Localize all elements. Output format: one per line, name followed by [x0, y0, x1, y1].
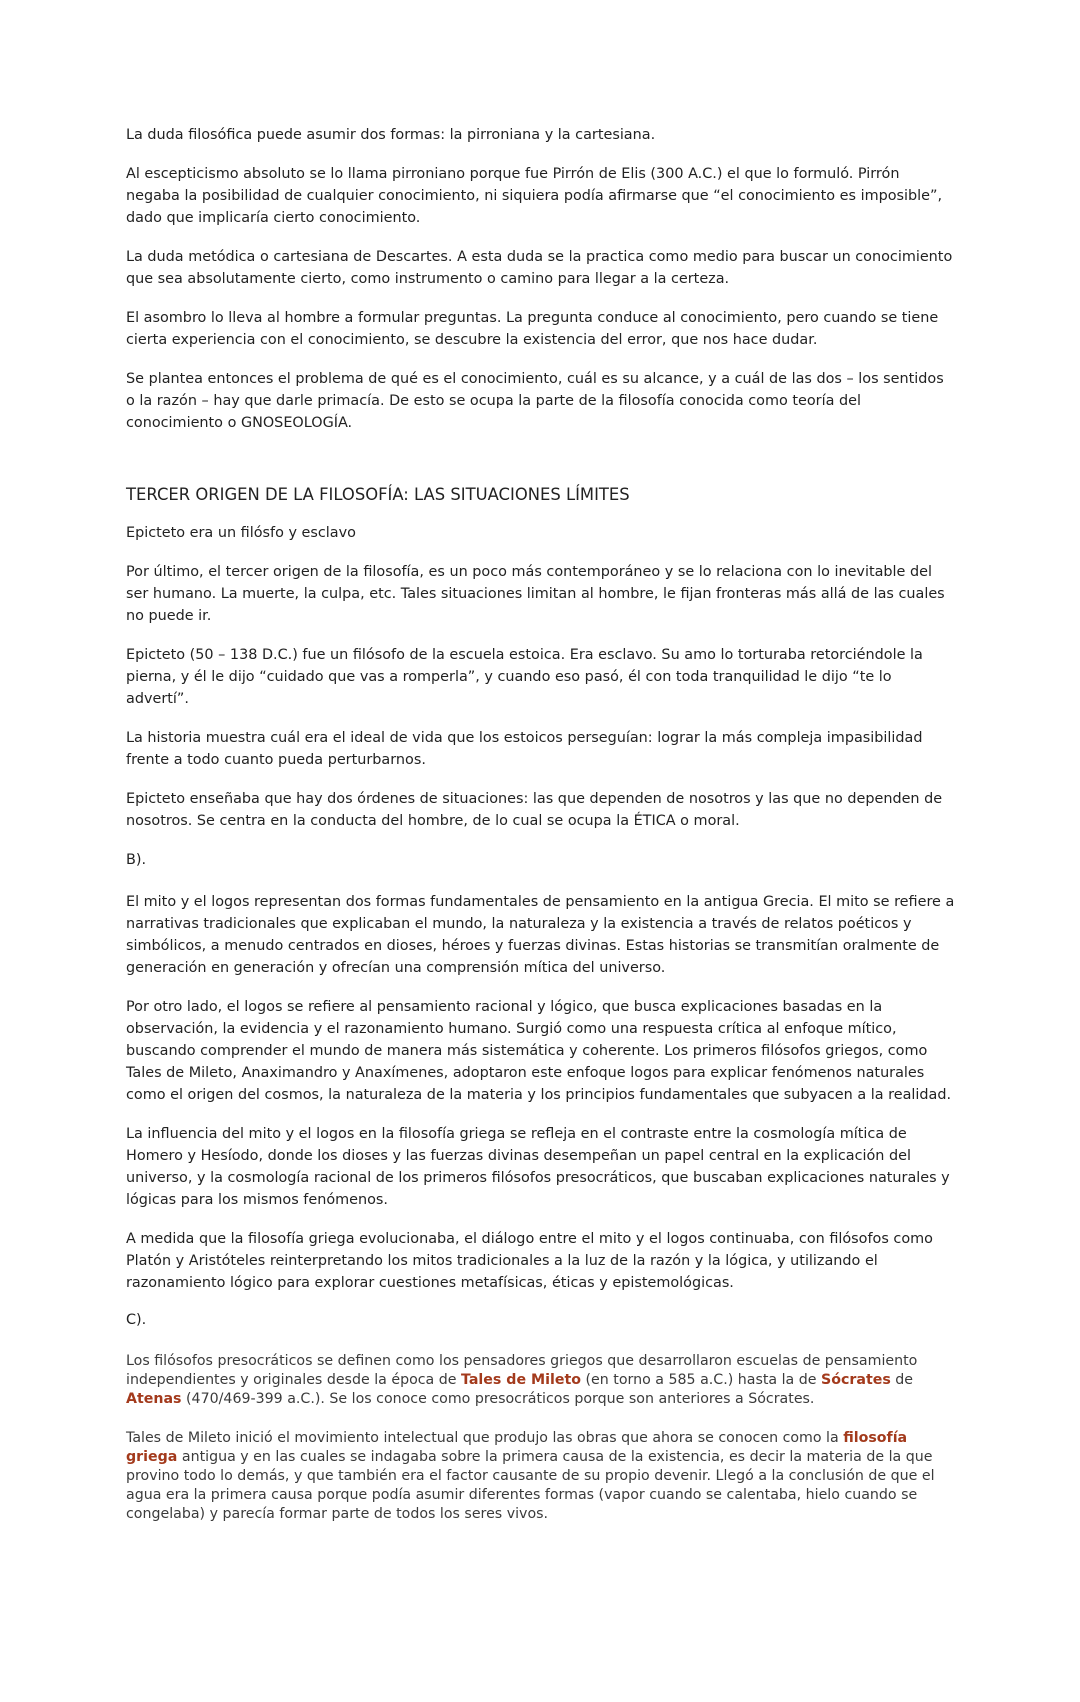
paragraph: Epicteto enseñaba que hay dos órdenes de situaciones: las que dependen de nosotros y las que no dependen de nosotros. Se centra en la conducta del hombre, de lo cual se ocupa la ÉTICA o moral.: [126, 791, 943, 829]
section-tercer-origen: [126, 484, 956, 832]
paragraph: Se plantea entonces el problema de qué es el conocimiento, cuál es su alcance, y a cuál de las dos – los sentidos o la razón – hay que darle primacía. De esto se ocupa la parte de la filosofía conocida como teoría del conocimiento o GNOSEOLOGÍA.: [126, 371, 944, 431]
paragraph: El mito y el logos representan dos formas fundamentales de pensamiento en la antigua Grecia. El mito se refiere a narrativas tradicionales que explicaban el mundo, la naturaleza y la existencia a través de relatos poéticos y simbólicos, a menudo centrados en dioses, héroes y fuerzas divinas. Estas historias se transmitían oralmente de generación en generación y ofrecían una comprensión mítica del universo.: [126, 894, 955, 976]
paragraph: La duda filosófica puede asumir dos formas: la pirroniana y la cartesiana.: [126, 127, 656, 143]
link-socrates[interactable]: Sócrates: [821, 1372, 891, 1388]
paragraph: Al escepticismo absoluto se lo llama pirroniano porque fue Pirrón de Elis (300 A.C.) el que lo formuló. Pirrón negaba la posibilidad de cualquier conocimiento, ni siquiera podía afirmarse que “el conocimiento es imposible”, dado que implicaría cierto conocimiento.: [126, 166, 943, 226]
paragraph: Epicteto (50 – 138 D.C.) fue un filósofo de la escuela estoica. Era esclavo. Su amo lo torturaba retorciéndole la pierna, y él le dijo “cuidado que vas a romperla”, y cuando eso pasó, él con toda tranquilidad le dijo “te lo advertí”.: [126, 647, 923, 707]
paragraph: Por otro lado, el logos se refiere al pensamiento racional y lógico, que busca explicaciones basadas en la observación, la evidencia y el razonamiento humano. Surgió como una respuesta crítica al enfoque mítico, buscando comprender el mundo de manera más sistemática y coherente. Los primeros filósofos griegos, como Tales de Mileto, Anaximandro y Anaxímenes, adoptaron este enfoque logos para explicar fenómenos naturales como el origen del cosmos, la naturaleza de la materia y los principios fundamentales que subyacen a la realidad.: [126, 999, 952, 1103]
link-tales-de-mileto[interactable]: Tales de Mileto: [461, 1372, 582, 1388]
document-page: [126, 124, 956, 1544]
paragraph: La influencia del mito y el logos en la filosofía griega se refleja en el contraste entre la cosmología mítica de Homero y Hesíodo, donde los dioses y las fuerzas divinas desempeñan un papel central en la explicación del universo, y la cosmología racional de los primeros filósofos presocráticos, que buscaban explicaciones naturales y lógicas para los mismos fenómenos.: [126, 1126, 950, 1208]
paragraph: La historia muestra cuál era el ideal de vida que los estoicos perseguían: lograr la más compleja impasibilidad frente a todo cuanto pueda perturbarnos.: [126, 730, 923, 768]
text-run: (en torno a 585 a.C.) hasta la de: [581, 1372, 821, 1388]
paragraph: [126, 1429, 956, 1524]
paragraph: El asombro lo lleva al hombre a formular preguntas. La pregunta conduce al conocimiento, pero cuando se tiene cierta experiencia con el conocimiento, se descubre la existencia del error, que nos hace dudar.: [126, 310, 939, 348]
text-run: Tales de Mileto inició el movimiento intelectual que produjo las obras que ahora se conocen como la: [126, 1430, 844, 1446]
text-run: de: [890, 1372, 914, 1388]
section-heading: TERCER ORIGEN DE LA FILOSOFÍA: LAS SITUACIONES LÍMITES: [126, 485, 630, 504]
section-c: [126, 1311, 956, 1524]
section-label: B).: [126, 852, 147, 868]
paragraph: Epicteto era un filósfo y esclavo: [126, 525, 356, 541]
section-duda: [126, 124, 956, 434]
paragraph: La duda metódica o cartesiana de Descartes. A esta duda se la practica como medio para buscar un conocimiento que sea absolutamente cierto, como instrumento o camino para llegar a la certeza.: [126, 249, 953, 287]
link-atenas[interactable]: Atenas: [126, 1391, 182, 1407]
paragraph: [126, 1352, 956, 1409]
text-run: Los filósofos presocráticos se definen como los pensadores griegos que desarrollaron escuelas de pensamiento independientes y originales desde la época de: [126, 1353, 918, 1388]
link-filosofia-griega[interactable]: filosofía griega: [126, 1430, 908, 1465]
paragraph: A medida que la filosofía griega evolucionaba, el diálogo entre el mito y el logos continuaba, con filósofos como Platón y Aristóteles reinterpretando los mitos tradicionales a la luz de la razón y la lógica, y utilizando el razonamiento lógico para explorar cuestiones metafísicas, éticas y epistemológicas.: [126, 1231, 933, 1291]
paragraph: Por último, el tercer origen de la filosofía, es un poco más contemporáneo y se lo relaciona con lo inevitable del ser humano. La muerte, la culpa, etc. Tales situaciones limitan al hombre, le fijan fronteras más allá de las cuales no puede ir.: [126, 564, 945, 624]
text-run: antigua y en las cuales se indagaba sobre la primera causa de la existencia, es decir la materia de la que provino todo lo demás, y que también era el factor causante de su propio devenir. Llegó a la conclusión de que el agua era la primera causa porque podía asumir diferentes formas (vapor cuando se calentaba, hielo cuando se congelaba) y parecía formar parte de todos los seres vivos.: [126, 1449, 935, 1522]
section-b: [126, 849, 956, 1294]
text-run: (470/469-399 a.C.). Se los conoce como presocráticos porque son anteriores a Sócrates.: [181, 1391, 815, 1407]
section-label: C).: [126, 1312, 147, 1328]
